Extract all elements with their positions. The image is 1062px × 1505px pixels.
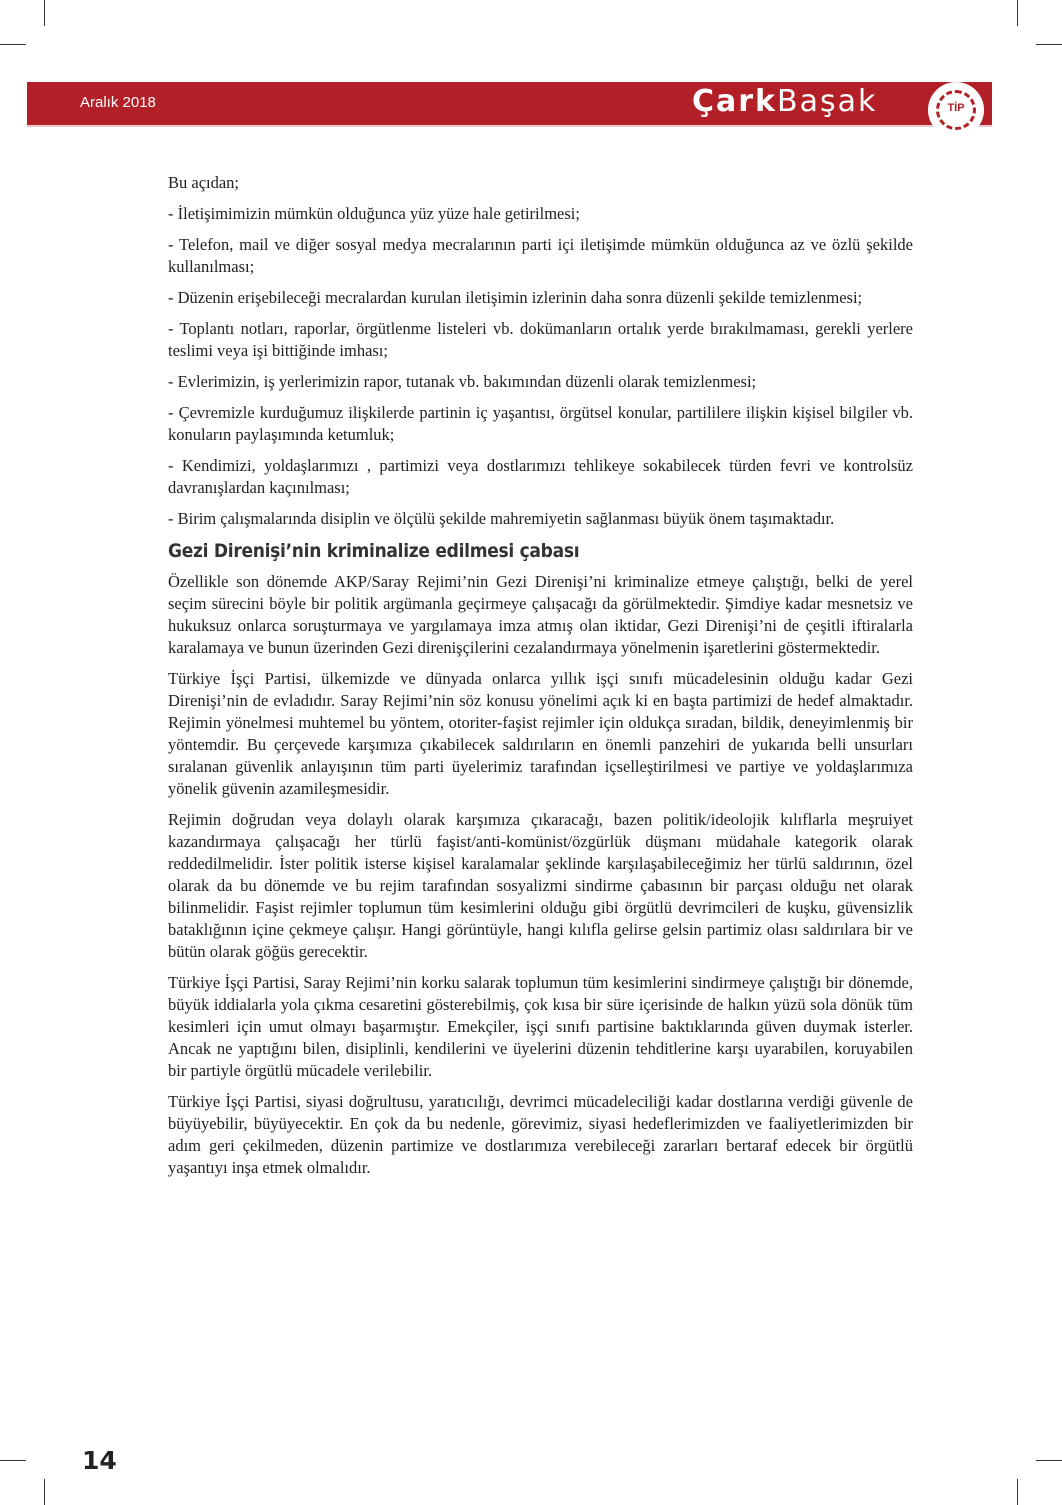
- list-item: - Çevremizle kurduğumuz ilişkilerde partinin iç yaşantısı, örgütsel konular, partililere ilişkin kişisel bilgiler vb. konuların paylaşımında ketumluk;: [168, 403, 913, 444]
- paragraph: Türkiye İşçi Partisi, ülkemizde ve dünyada onlarca yıllık işçi sınıfı mücadelesinin olduğu kadar Gezi Direnişi’nin de evladıdır. Saray Rejimi’nin söz konusu yönelimi açık ki en başta partimizi de hedef almaktadır. Rejimin yönelmesi muhtemel bu yöntem, otoriter-faşist rejimler için oldukça sıradan, bildik, deneyimlenmiş bir yöntemdir. Bu çerçevede karşımıza çıkabilecek saldırıların en önemli panzehiri de yukarıda belli unsurları sıralanan güvenlik anlayışının tüm parti üyelerimiz tarafından içselleştirilmesi ve partiye ve yoldaşlarımıza yönelik güvenin azamileşmesidir.: [168, 669, 913, 798]
- issue-date: Aralık 2018: [80, 94, 156, 111]
- paragraph: Rejimin doğrudan veya dolaylı olarak karşımıza çıkaracağı, bazen politik/ideolojik kılıflarla meşruiyet kazandırmaya çalışacağı her türlü faşist/anti-komünist/özgürlük düşmanı müdahale kategorik olarak reddedilmelidir. İster politik isterse kişisel karalamalar şeklinde karşılaşabileceğimiz her türlü saldırının, özel olarak da bu dönemde ve bu rejim tarafından sosyalizmi sindirme çabasının bir parçası olduğu net olarak bilinmelidir. Faşist rejimler toplumun tüm kesimlerini olduğu gibi örgütlü devrimcileri de kuşku, güvensizlik bataklığının içine çekmeye çalışır. Hangi görüntüyle, hangi kılıfla gelirse gelsin partimiz olası saldırılara bir ve bütün olarak göğüs gerecektir.: [168, 810, 913, 961]
- list-item: - Telefon, mail ve diğer sosyal medya mecralarının parti içi iletişimde mümkün olduğunca az ve özlü şekilde kullanılması;: [168, 235, 913, 276]
- paragraph: Özellikle son dönemde AKP/Saray Rejimi’nin Gezi Direnişi’ni kriminalize etmeye çalıştığı, belki de yerel seçim sürecini böyle bir politik argümanla geçirmeye çalışacağı da görülmektedir. Şimdiye kadar mesnetsiz ve hukuksuz onlarca soruşturmaya ve yargılamaya imza atmış olan iktidar, Gezi Direnişi’ni de çeşitli iftiralarla karalamaya ve bunun üzerinden Gezi direnişçilerini cezalandırmaya yönelmenin işaretlerini göstermektedir.: [168, 572, 913, 657]
- crop-mark: [44, 1479, 45, 1505]
- list-item: - İletişimimizin mümkün olduğunca yüz yüze hale getirilmesi;: [168, 204, 580, 223]
- crop-mark: [44, 0, 45, 26]
- list-item: - Kendimizi, yoldaşlarımızı , partimizi veya dostlarımızı tehlikeye sokabilecek türden fevri ve kontrolsüz davranışlardan kaçınılması;: [168, 456, 913, 497]
- brand-light: Başak: [777, 84, 878, 119]
- emblem-text: TİP: [936, 90, 976, 130]
- list-item: - Evlerimizin, iş yerlerimizin rapor, tutanak vb. bakımından düzenli olarak temizlenmesi;: [168, 372, 757, 391]
- list-item: - Birim çalışmalarında disiplin ve ölçülü şekilde mahremiyetin sağlanması büyük önem taşımaktadır.: [168, 509, 835, 528]
- header-divider: [27, 125, 992, 127]
- paragraph: Türkiye İşçi Partisi, siyasi doğrultusu, yaratıcılığı, devrimci mücadeleciliği kadar dostlarına verdiği güvenle de büyüyebilir, büyüyecektir. En çok da bu nedenle, görevimiz, siyasi hedeflerimizden ve faaliyetlerimizden bir adım geri çekilmeden, düzenin partimize ve dostlarımıza verebileceği zararları bertaraf edecek bir örgütlü yaşantıyı inşa etmek olmalıdır.: [168, 1092, 913, 1177]
- crop-mark: [1017, 0, 1018, 26]
- crop-mark: [1036, 1460, 1062, 1461]
- section-heading: Gezi Direnişi’nin kriminalize edilmesi çabası: [168, 540, 580, 562]
- list-item: - Düzenin erişebileceği mecralardan kurulan iletişimin izlerinin daha sonra düzenli şekilde temizlenmesi;: [168, 288, 863, 307]
- crop-mark: [1017, 1479, 1018, 1505]
- brand-bold: Çark: [692, 84, 778, 119]
- party-emblem-icon: [928, 82, 984, 138]
- crop-mark: [0, 1460, 26, 1461]
- list-item: - Toplantı notları, raporlar, örgütlenme listeleri vb. dokümanların ortalık yerde bırakılmaması, gerekli yerlere teslimi veya işi bittiğinde imhası;: [168, 319, 913, 360]
- paragraph: Türkiye İşçi Partisi, Saray Rejimi’nin korku salarak toplumun tüm kesimlerini sindirmeye çalıştığı bir dönemde, büyük iddialarla yola çıkma cesaretini gösterebilmiş, çok kısa bir süre içerisinde de halkın yüzü sola dönük tüm kesimleri için umut olmayı başarmıştır. Emekçiler, işçi sınıfı partisine baktıklarında güven duymak isterler. Ancak ne yaptığını bilen, disiplinli, kendilerini ve üyelerini düzenin tehditlerine karşı uyarabilen, koruyabilen bir partiyle örgütlü mücadele verilebilir.: [168, 973, 913, 1080]
- crop-mark: [1036, 44, 1062, 45]
- crop-mark: [0, 44, 26, 45]
- intro-text: Bu açıdan;: [168, 173, 240, 192]
- magazine-logo: [692, 84, 877, 119]
- article-body: [168, 172, 913, 1188]
- page-number: 14: [82, 1446, 117, 1475]
